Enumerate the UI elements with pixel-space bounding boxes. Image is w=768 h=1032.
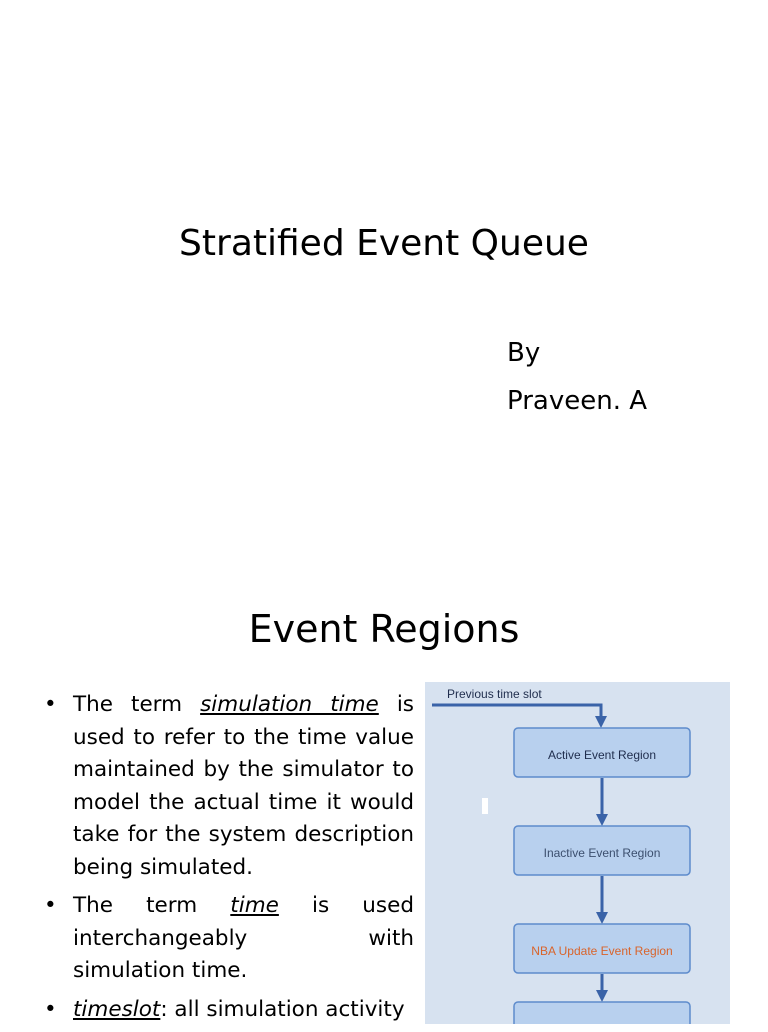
- event-regions-slide: [0, 560, 768, 1024]
- bullet-icon: •: [44, 692, 57, 717]
- bullet-list: [44, 689, 414, 1032]
- next-region-box-partial: [514, 1002, 690, 1024]
- slide-title: Event Regions: [248, 607, 520, 651]
- slide-title: Stratified Event Queue: [179, 223, 589, 264]
- cursor-mark: [482, 798, 488, 814]
- nba-region-label: NBA Update Event Region: [531, 944, 673, 958]
- bullet-item: • timeslot: all simulation activity: [44, 994, 414, 1027]
- bullet-item: • The term simulation time is used to refer to the time value maintained by the simulator to model the actual time it would take for the system description being simulated.: [44, 689, 414, 884]
- active-region-label: Active Event Region: [547, 748, 657, 762]
- bullet-icon: •: [44, 893, 57, 918]
- event-region-diagram: [425, 682, 730, 1024]
- inactive-region-label: Inactive Event Region: [543, 846, 661, 860]
- author-name: Praveen. A: [507, 386, 648, 416]
- term-time: time: [230, 893, 279, 918]
- by-label: By: [507, 338, 541, 368]
- term-simulation-time: simulation time: [200, 692, 379, 717]
- previous-time-slot-label: Previous time slot: [447, 687, 542, 701]
- diagram-svg: [425, 682, 730, 1024]
- term-timeslot: timeslot: [73, 996, 161, 1022]
- bullet-item: • The term time is used interchangeably with simulation time.: [44, 890, 414, 988]
- bullet-icon: •: [44, 996, 57, 1022]
- previous-slot-arrow: [432, 705, 601, 722]
